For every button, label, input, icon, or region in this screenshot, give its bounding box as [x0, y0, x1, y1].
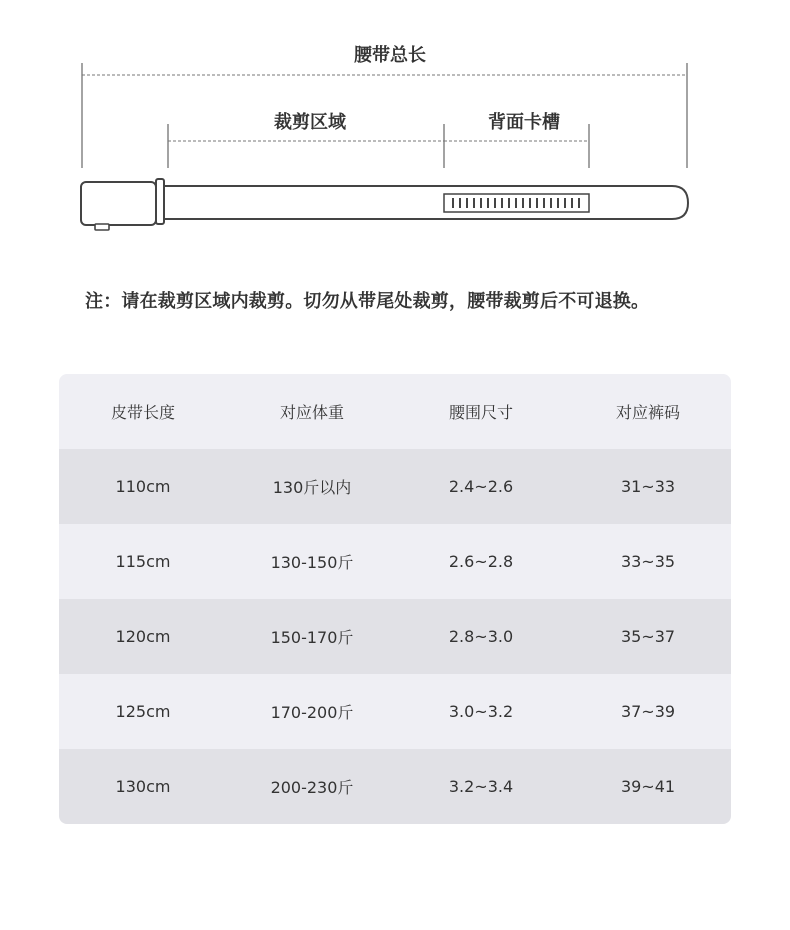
waist-size-cell: 3.2~3.4: [448, 777, 514, 796]
pants-size-cell: 37~39: [620, 702, 676, 721]
belt-diagram: [0, 0, 790, 250]
header-weight: 对应体重: [279, 403, 344, 422]
belt-length-cell: 130cm: [115, 777, 171, 796]
cut-area-label: 裁剪区域: [274, 112, 346, 133]
belt-illustration: [0, 0, 790, 250]
header-belt-length: 皮带长度: [110, 403, 175, 422]
size-table: [59, 374, 731, 824]
waist-size-cell: 2.4~2.6: [448, 477, 514, 496]
belt-length-cell: 125cm: [115, 702, 171, 721]
pants-size-cell: 33~35: [620, 552, 676, 571]
table-row: [59, 749, 731, 824]
weight-cell: 150-170斤: [270, 628, 354, 647]
weight-cell: 130斤以内: [272, 478, 352, 497]
back-slot-label: 背面卡槽: [488, 112, 560, 133]
table-row: [59, 524, 731, 599]
pants-size-cell: 39~41: [620, 777, 676, 796]
table-row: [59, 599, 731, 674]
belt-length-cell: 110cm: [115, 477, 171, 496]
waist-size-cell: 3.0~3.2: [448, 702, 514, 721]
waist-size-cell: 2.8~3.0: [448, 627, 514, 646]
cutting-note: 注：请在裁剪区域内裁剪。切勿从带尾处裁剪，腰带裁剪后不可退换。: [85, 291, 650, 312]
table-header-row: [59, 374, 731, 449]
buckle-clip: [95, 224, 109, 230]
belt-buckle: [81, 182, 156, 225]
weight-cell: 130-150斤: [270, 553, 354, 572]
belt-loop: [156, 179, 164, 224]
belt-length-cell: 115cm: [115, 552, 171, 571]
header-waist-size: 腰围尺寸: [448, 403, 513, 422]
total-length-label: 腰带总长: [354, 45, 426, 66]
weight-cell: 200-230斤: [270, 778, 354, 797]
belt-strap: [163, 186, 688, 219]
waist-size-cell: 2.6~2.8: [448, 552, 514, 571]
pants-size-cell: 35~37: [620, 627, 676, 646]
header-pants-size: 对应裤码: [615, 403, 680, 422]
belt-length-cell: 120cm: [115, 627, 171, 646]
weight-cell: 170-200斤: [270, 703, 354, 722]
table-row: [59, 674, 731, 749]
pants-size-cell: 31~33: [620, 477, 676, 496]
table-row: [59, 449, 731, 524]
